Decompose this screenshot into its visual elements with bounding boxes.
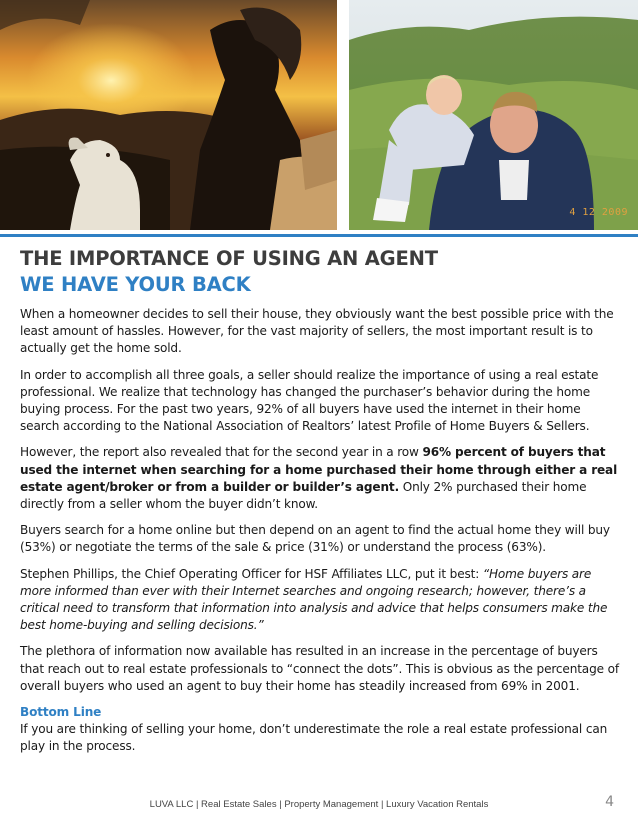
paragraph-3-end: Only 2% purchased their home directly from a seller whom the buyer didn’t know. xyxy=(20,479,587,512)
header-photos xyxy=(0,0,638,230)
paragraph-6: The plethora of information now available has resulted in an increase in the percentage of buyers that reach out to real estate professionals to “connect the dots”. This is obvious as the percentage of overall buyers who used an agent to buy their home has steadily increased from 69% in 2001. xyxy=(20,644,619,693)
page-footer xyxy=(0,794,638,814)
paragraph-4: Buyers search for a home online but then depend on an agent to find the actual home they will buy (53%) or negotiate the terms of the sale & price (31%) or understand the process (63%). xyxy=(20,523,610,555)
photo-date-stamp: 4 12 2009 xyxy=(569,207,628,218)
bottom-line-text: If you are thinking of selling your home, don’t underestimate the role a real estate professional can play in the process. xyxy=(20,722,608,754)
header-divider xyxy=(0,234,638,237)
sunset-photo xyxy=(0,0,337,230)
paragraph-5 xyxy=(20,566,622,635)
bottom-line-heading: Bottom Line xyxy=(20,705,102,720)
family-photo xyxy=(349,0,638,230)
page-number: 4 xyxy=(605,794,614,810)
bottom-line xyxy=(20,704,622,756)
paragraph-5-start: Stephen Phillips, the Chief Operating Officer for HSF Affiliates LLC, put it best: xyxy=(20,566,483,581)
paragraph-3 xyxy=(20,444,622,513)
footer-text: LUVA LLC | Real Estate Sales | Property Management | Luxury Vacation Rentals xyxy=(149,799,489,810)
paragraph-3-highlight: 96% percent of buyers that used the internet when searching for a home purchased their home through either a real estate agent/broker or from a builder or builder’s agent. xyxy=(20,445,618,494)
paragraph-5-quote: “Home buyers are more informed than ever with their Internet searches and ongoing research; however, there’s a critical need to transform that information into analysis and advice that helps consumers make the best home-buying and selling decisions.” xyxy=(20,566,608,633)
article xyxy=(20,246,622,765)
page-title: THE IMPORTANCE OF USING AN AGENT xyxy=(20,247,438,270)
paragraph-3-start: However, the report also revealed that for the second year in a row xyxy=(20,445,423,460)
paragraph-2: In order to accomplish all three goals, a seller should realize the importance of using a real estate professional. We realize that technology has changed the purchaser’s behavior during the home buying process. For the past two years, 92% of all buyers have used the internet in their home search according to the National Association of Realtors’ latest Profile of Home Buyers & Sellers. xyxy=(20,367,599,434)
family-photo-image xyxy=(349,0,638,230)
page-subtitle: WE HAVE YOUR BACK xyxy=(20,273,251,296)
sunset-photo-image xyxy=(0,0,337,230)
paragraph-1: When a homeowner decides to sell their house, they obviously want the best possible price with the least amount of hassles. However, for the vast majority of sellers, the most important result is to actually get the home sold. xyxy=(20,307,614,356)
